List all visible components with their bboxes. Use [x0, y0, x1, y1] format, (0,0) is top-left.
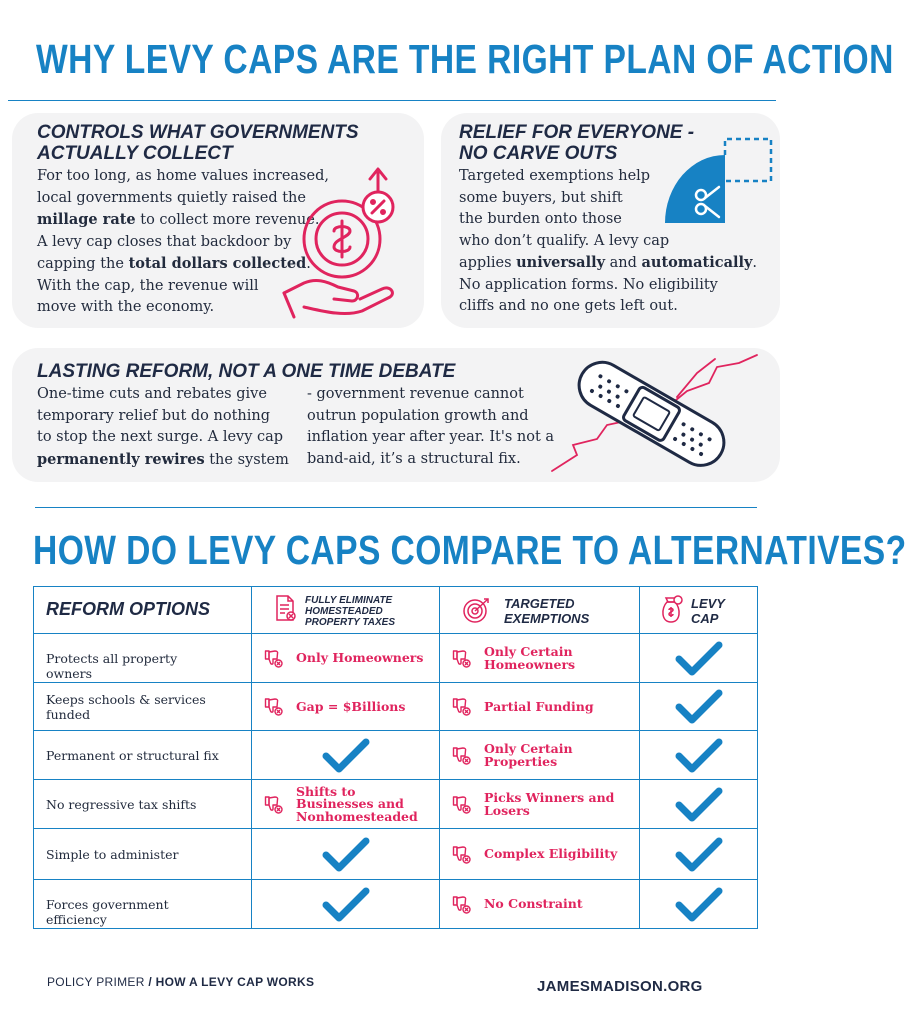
thumbs-down-icon: [452, 895, 472, 919]
targeted-value: Only Certain Homeowners: [484, 644, 576, 672]
targeted-value: No Constraint: [484, 896, 583, 911]
row-option-label: Protects all property owners: [46, 651, 178, 681]
footer-website[interactable]: JAMESMADISON.ORG: [537, 978, 703, 995]
section-title: HOW DO LEVY CAPS COMPARE TO ALTERNATIVES?: [33, 527, 907, 573]
card-relief: [441, 113, 780, 328]
checkmark-icon: [675, 689, 723, 729]
page-title: WHY LEVY CAPS ARE THE RIGHT PLAN OF ACTION: [36, 36, 894, 82]
header-levy: LEVY CAP: [691, 596, 725, 626]
card-lasting: [12, 348, 780, 482]
money-bag-icon: [659, 595, 683, 625]
row-option-label: No regressive tax shifts: [46, 797, 197, 812]
targeted-value: Only Certain Properties: [484, 741, 573, 769]
card-lasting-title: LASTING REFORM, NOT A ONE TIME DEBATE: [37, 361, 456, 382]
checkmark-icon: [675, 787, 723, 827]
table-row: [34, 633, 757, 682]
table-header: [34, 587, 757, 633]
target-icon: [462, 596, 492, 624]
scissors-icon: [663, 135, 778, 245]
targeted-value: Picks Winners and Losers: [484, 790, 615, 818]
row-option-label: Permanent or structural fix: [46, 748, 219, 763]
table-row: [34, 828, 757, 879]
table-row: [34, 779, 757, 828]
card-relief-body: Targeted exemptions help some buyers, but shift the burden onto those who don’t qualify. A levy cap applies universally and automatically. No application forms. No eligibility cliffs and no one gets left out.: [459, 168, 758, 314]
checkmark-icon: [322, 887, 370, 927]
title-rule: [8, 100, 776, 101]
eliminate-value: Only Homeowners: [296, 650, 424, 665]
thumbs-down-icon: [452, 795, 472, 819]
row-option-label: Forces government efficiency: [46, 897, 169, 927]
section-rule: [35, 507, 757, 508]
header-targeted: TARGETED EXEMPTIONS: [504, 596, 590, 626]
checkmark-icon: [675, 738, 723, 778]
checkmark-icon: [322, 837, 370, 877]
eliminate-value: Gap = $Billions: [296, 698, 406, 714]
card-lasting-right: - government revenue cannot outrun population growth and inflation year after year. It's not a band-aid, it’s a structural fix.: [307, 386, 555, 467]
money-hand-icon: [282, 161, 397, 329]
card-controls-body: For too long, as home values increased, local governments quietly raised the millage rate to collect more revenue. A levy cap closes that backdoor by capping the total dollars collected. With the cap, the revenue will move with the economy.: [37, 168, 329, 315]
table-row: [34, 682, 757, 730]
thumbs-down-icon: [452, 697, 472, 721]
footer-primer: POLICY PRIMER / HOW A LEVY CAP WORKS: [47, 975, 315, 989]
checkmark-icon: [675, 837, 723, 877]
checkmark-icon: [675, 641, 723, 681]
card-controls: [12, 113, 424, 328]
table-row: [34, 730, 757, 779]
card-lasting-left: One-time cuts and rebates give temporary relief but do nothing to stop the next surge. A levy cap permanently rewires the system: [37, 386, 289, 468]
thumbs-down-icon: [452, 845, 472, 869]
eliminate-value: Shifts to Businesses and Nonhomesteaded: [296, 783, 418, 824]
document-icon: [275, 594, 297, 622]
card-relief-title-2: NO CARVE OUTS: [459, 143, 618, 164]
checkmark-icon: [322, 738, 370, 778]
table-row: [34, 879, 757, 928]
card-controls-title-2: ACTUALLY COLLECT: [37, 143, 233, 164]
thumbs-down-icon: [264, 649, 284, 673]
card-relief-title-1: RELIEF FOR EVERYONE -: [459, 122, 695, 143]
thumbs-down-icon: [452, 746, 472, 770]
targeted-value: Partial Funding: [484, 698, 594, 714]
thumbs-down-icon: [264, 795, 284, 819]
thumbs-down-icon: [452, 649, 472, 673]
row-option-label: Keeps schools & services funded: [46, 692, 206, 722]
comparison-table: [33, 586, 758, 929]
thumbs-down-icon: [264, 697, 284, 721]
targeted-value: Complex Eligibility: [484, 846, 618, 861]
card-controls-title-1: CONTROLS WHAT GOVERNMENTS: [37, 122, 359, 143]
header-eliminate: FULLY ELIMINATE HOMESTEADED PROPERTY TAXES: [305, 595, 396, 628]
row-option-label: Simple to administer: [46, 847, 179, 862]
checkmark-icon: [675, 887, 723, 927]
bandage-icon: [547, 353, 762, 478]
header-reform-options: REFORM OPTIONS: [46, 599, 211, 619]
